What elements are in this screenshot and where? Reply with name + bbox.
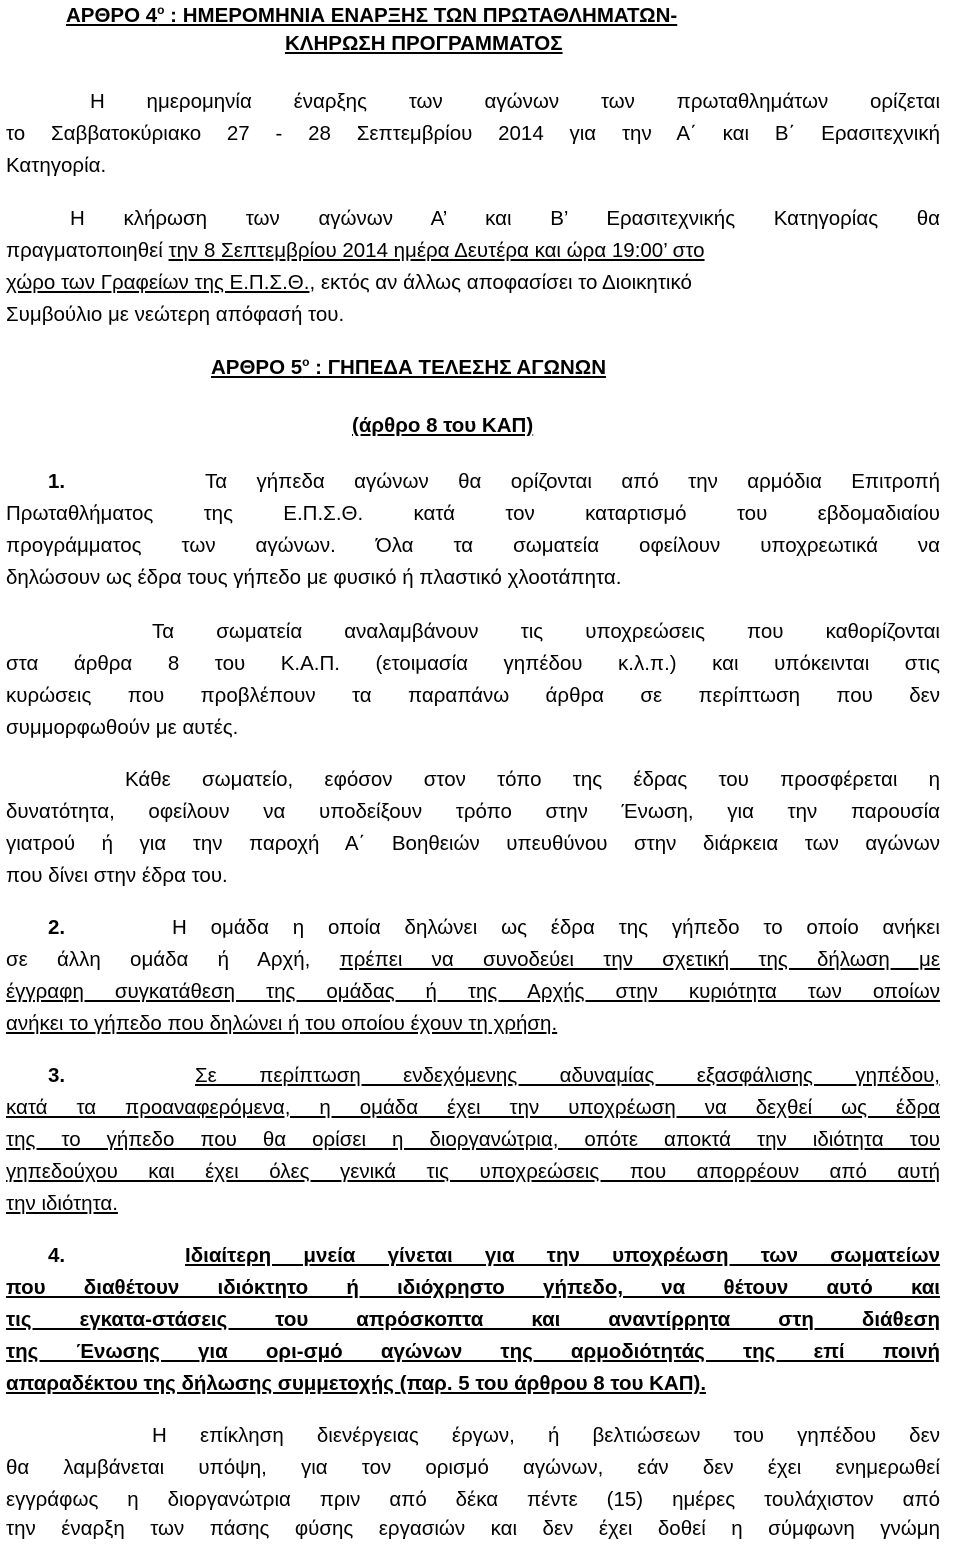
section-1-line-2: Πρωταθλήματος της Ε.Π.Σ.Θ. κατά τον καταρτισμό του εβδομαδιαίου [6,502,940,525]
article-4-para-2-line-1: Η κλήρωση των αγώνων Α’ και Β’ Ερασιτεχνικής Κατηγορίας θα [70,207,940,230]
section-3-number: 3. [48,1064,66,1087]
article-5-para-4-line-1: Κάθε σωματείο, εφόσον στον τόπο της έδρας του προσφέρεται η [125,768,940,791]
article-5-subtitle: (άρθρο 8 του ΚΑΠ) [352,414,534,437]
article-5-para-3-line-3: κυρώσεις που προβλέπουν τα παραπάνω άρθρα σε περίπτωση που δεν [6,684,940,707]
section-2-text: σε άλλη ομάδα ή Αρχή, [6,948,340,971]
article-4-para-1-line-1: Η ημερομηνία έναρξης των αγώνων των πρωταθλημάτων ορίζεται [90,90,940,113]
section-3-line-3: της το γήπεδο που θα ορίσει η διοργανώτρια, οπότε αποκτά την ιδιότητα του [6,1128,940,1151]
article-4-para-2-line-3 [6,267,940,299]
section-3-line-4: γηπεδούχου και έχει όλες γενικά τις υποχρεώσεις που απορρέουν από αυτή [6,1160,940,1183]
article-5-para-3-line-4: συμμορφωθούν με αυτές. [6,716,239,739]
article-5-para-3-line-2: στα άρθρα 8 του Κ.Α.Π. (ετοιμασία γηπέδου κ.λ.π.) και υπόκεινται στις [6,652,940,675]
article-4-para-2-underlined-2: χώρο των Γραφείων της Ε.Π.Σ.Θ. [6,271,310,294]
article-5-title-rest: : ΓΗΠΕΔΑ ΤΕΛΕΣΗΣ ΑΓΩΝΩΝ [309,356,607,379]
article-4-para-2-underlined: την 8 Σεπτεμβρίου 2014 ημέρα Δευτέρα και ώρα 19:00’ στο [168,239,705,262]
article-4-para-2-line-2 [6,235,940,267]
section-3-line-2: κατά τα προαναφερόμενα, η ομάδα έχει την υποχρέωση να δεχθεί ως έδρα [6,1096,940,1119]
section-4-line-2: που διαθέτουν ιδιόκτητο ή ιδιόχρηστο γήπεδο, να θέτουν αυτό και [6,1276,940,1299]
section-4-line-5: απαραδέκτου της δήλωσης συμμετοχής (παρ. 5 του άρθρου 8 του ΚΑΠ). [6,1372,707,1395]
section-4-line-1: Ιδιαίτερη μνεία γίνεται για την υποχρέωση των σωματείων [185,1244,940,1267]
article-5-title-text: ΑΡΘΡΟ 5 [211,356,303,379]
article-5-para-4-line-3: γιατρού ή για την παροχή Α΄ Βοηθειών υπευθύνου στην διάρκεια των αγώνων [6,832,940,855]
article-5-para-3-line-1: Τα σωματεία αναλαμβάνουν τις υποχρεώσεις που καθορίζονται [152,620,940,643]
article-4-para-2-line-4: Συμβούλιο με νεώτερη απόφασή του. [6,303,345,326]
article-5-para-5-line-1: Η επίκληση διενέργειας έργων, ή βελτιώσεων του γηπέδου δεν [152,1424,940,1447]
article-4-title-sup: ο [157,3,165,18]
section-1-line-4: δηλώσουν ως έδρα τους γήπεδο με φυσικό ή πλαστικό χλοοτάπητα. [6,566,622,589]
section-2-line-2 [6,944,940,976]
section-1-number: 1. [48,470,66,493]
section-3-line-1: Σε περίπτωση ενδεχόμενης αδυναμίας εξασφάλισης γηπέδου, [195,1064,940,1087]
article-5-para-4-line-4: που δίνει στην έδρα του. [6,864,228,887]
section-1-line-1: Τα γήπεδα αγώνων θα ορίζονται από την αρμόδια Επιτροπή [205,470,940,493]
article-5-title-sup: ο [302,355,310,370]
article-4-para-1-line-3: Κατηγορία. [6,154,107,177]
section-3-line-5: την ιδιότητα. [6,1192,118,1215]
section-1-line-3: προγράμματος των αγώνων. Όλα τα σωματεία οφείλουν υποχρεωτικά να [6,534,940,557]
article-4-title-text: ΑΡΘΡΟ 4 [66,4,158,27]
article-4-title-line-2: ΚΛΗΡΩΣΗ ΠΡΟΓΡΑΜΜΑΤΟΣ [285,32,563,55]
article-5-title [211,352,960,384]
article-4-para-1-line-2: το Σαββατοκύριακο 27 - 28 Σεπτεμβρίου 2014 για την Α΄ και Β΄ Ερασιτεχνική [6,122,940,145]
section-2-number: 2. [48,916,66,939]
section-4-line-4: της Ένωσης για ορι-σμό αγώνων της αρμοδιότητάς της επί ποινή [6,1340,940,1363]
article-4-title-rest: : ΗΜΕΡΟΜΗΝΙΑ ΕΝΑΡΞΗΣ ΤΩΝ ΠΡΩΤΑΘΛΗΜΑΤΩΝ- [164,4,678,27]
article-5-para-5-line-3: εγγράφως η διοργανώτρια πριν από δέκα πέντε (15) ημέρες τουλάχιστον από [6,1488,940,1511]
section-2-underlined: πρέπει να συνοδεύει την σχετική της δήλωση με [339,948,940,971]
article-5-para-4-line-2: δυνατότητα, οφείλουν να υποδείξουν τρόπο στην Ένωση, για την παρουσία [6,800,940,823]
article-5-para-5-line-4: την έναρξη των πάσης φύσης εργασιών και δεν έχει δοθεί η σύμφωνη γνώμη [6,1517,940,1540]
section-2-line-4: ανήκει το γήπεδο που δηλώνει ή του οποίου έχουν τη χρήση. [6,1012,558,1035]
article-4-para-2-text-2: , εκτός αν άλλως αποφασίσει το Διοικητικό [309,271,692,294]
article-5-para-5-line-2: θα λαμβάνεται υπόψη, για τον ορισμό αγώνων, εάν δεν έχει ενημερωθεί [6,1456,940,1479]
section-2-line-1: Η ομάδα η οποία δηλώνει ως έδρα της γήπεδο το οποίο ανήκει [172,916,940,939]
article-4-para-2-text: πραγματοποιηθεί [6,239,169,262]
section-4-line-3: τις εγκατα-στάσεις του απρόσκοπτα και αναντίρρητα στη διάθεση [6,1308,940,1331]
section-4-number: 4. [48,1244,66,1267]
section-2-line-3: έγγραφη συγκατάθεση της ομάδας ή της Αρχής στην κυριότητα των οποίων [6,980,940,1003]
